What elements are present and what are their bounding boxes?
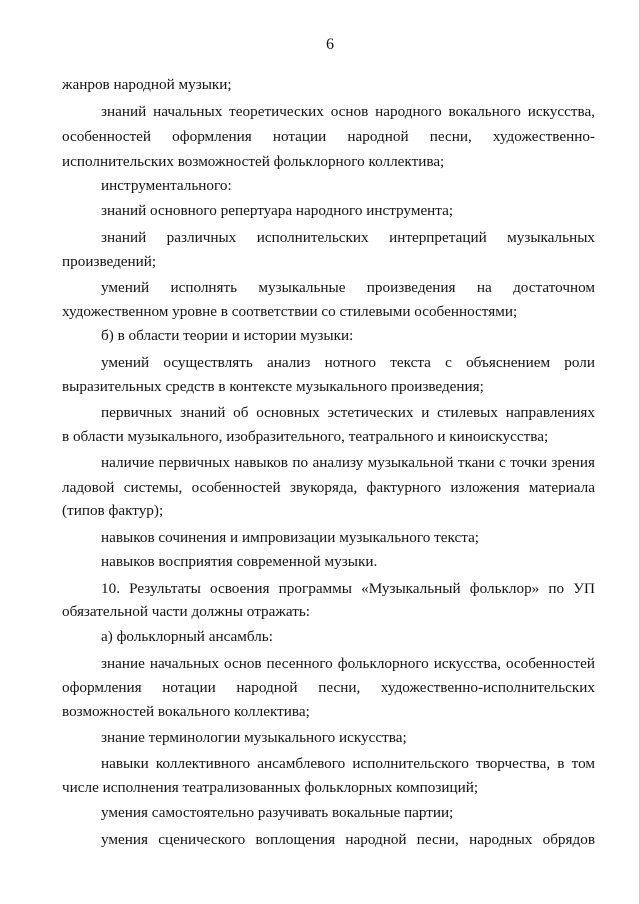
text-line: а) фольклорный ансамбль: xyxy=(101,628,273,645)
text-line: особенностей оформления нотации народной песни, художественно- xyxy=(62,128,595,145)
text-line: (типов фактур); xyxy=(62,502,164,519)
text-line: навыков восприятия современной музыки. xyxy=(101,553,378,570)
text-line: б) в области теории и истории музыки: xyxy=(101,327,354,344)
text-line: числе исполнения театрализованных фольклорных композиций; xyxy=(62,779,479,796)
text-line: наличие первичных навыков по анализу музыкальной ткани с точки зрения xyxy=(101,454,595,471)
text-line: умения сценического воплощения народной песни, народных обрядов xyxy=(101,831,595,848)
text-line: 10. Результаты освоения программы «Музыкальный фольклор» по УП xyxy=(101,580,595,597)
text-line: возможностей вокального коллектива; xyxy=(62,703,310,720)
text-line: ладовой системы, особенностей звукоряда, фактурного изложения материала xyxy=(62,479,595,496)
page-number: 6 xyxy=(326,36,334,53)
text-line: знаний различных исполнительских интерпретаций музыкальных xyxy=(101,229,595,246)
text-line: знаний основного репертуара народного инструмента; xyxy=(101,202,454,219)
text-line: умений исполнять музыкальные произведения на достаточном xyxy=(101,279,595,296)
text-line: умения самостоятельно разучивать вокальные партии; xyxy=(101,804,454,821)
text-line: умений осуществлять анализ нотного текста с объяснением роли xyxy=(101,354,595,371)
text-line: произведений; xyxy=(62,253,157,270)
text-line: в области музыкального, изобразительного, театрального и киноискусства; xyxy=(62,428,549,445)
text-line: навыков сочинения и импровизации музыкального текста; xyxy=(101,529,480,546)
text-line: навыки коллективного ансамблевого исполнительского творчества, в том xyxy=(101,755,595,772)
text-line: выразительных средств в контексте музыкального произведения; xyxy=(62,378,484,395)
text-line: исполнительских возможностей фольклорного коллектива; xyxy=(62,153,445,170)
text-line: обязательной части должны отражать: xyxy=(62,603,310,620)
text-line: жанров народной музыки; xyxy=(62,76,232,93)
text-line: знаний начальных теоретических основ народного вокального искусства, xyxy=(101,103,595,120)
text-line: оформления нотации народной песни, художественно-исполнительских xyxy=(62,679,595,696)
text-line: художественном уровне в соответствии со стилевыми особенностями; xyxy=(62,303,518,320)
text-line: знание терминологии музыкального искусства; xyxy=(101,729,407,746)
text-line: первичных знаний об основных эстетических и стилевых направлениях xyxy=(101,404,595,421)
text-line: инструментального: xyxy=(101,177,232,194)
text-line: знание начальных основ песенного фольклорного искусства, особенностей xyxy=(101,655,595,672)
